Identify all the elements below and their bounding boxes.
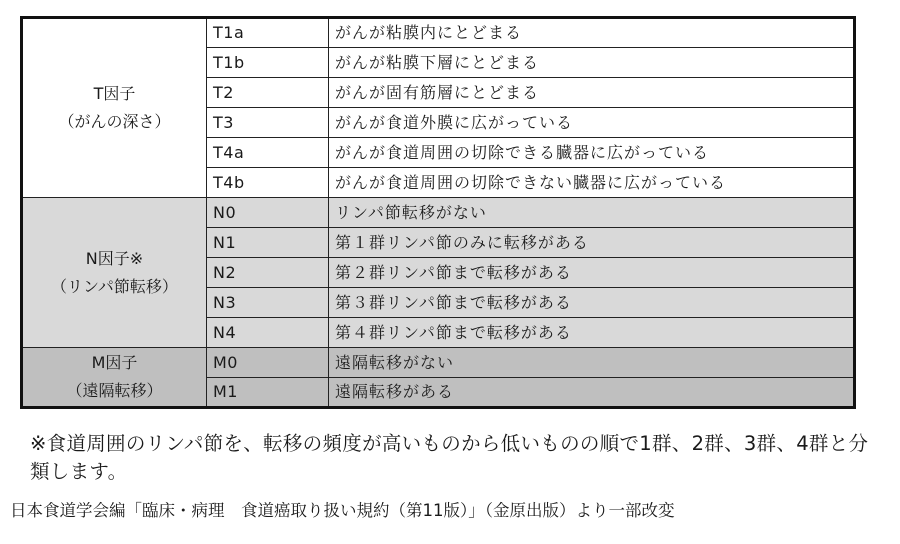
m-factor-cell <box>22 348 207 408</box>
stage-description: リンパ節転移がない <box>329 198 855 228</box>
stage-description: がんが粘膜下層にとどまる <box>329 48 855 78</box>
stage-description: 第２群リンパ節まで転移がある <box>329 258 855 288</box>
stage-description: がんが食道周囲の切除できない臓器に広がっている <box>329 168 855 198</box>
stage-description: 第４群リンパ節まで転移がある <box>329 318 855 348</box>
stage-code: T4b <box>207 168 329 198</box>
source-citation: 日本食道学会編「臨床・病理 食道癌取り扱い規約（第11版）」（金原出版）より一部改変 <box>10 501 675 520</box>
table-row <box>22 198 855 228</box>
stage-description: 第３群リンパ節まで転移がある <box>329 288 855 318</box>
stage-description: がんが固有筋層にとどまる <box>329 78 855 108</box>
footnote: ※食道周囲のリンパ節を、転移の頻度が高いものから低いものの順で1群、2群、3群、4群と分類します。 <box>30 432 869 483</box>
t-factor-subtitle: （がんの深さ） <box>58 112 171 131</box>
stage-code: M1 <box>207 378 329 408</box>
stage-code: T3 <box>207 108 329 138</box>
stage-code: T1b <box>207 48 329 78</box>
stage-code: T2 <box>207 78 329 108</box>
stage-code: N1 <box>207 228 329 258</box>
stage-description: 第１群リンパ節のみに転移がある <box>329 228 855 258</box>
stage-description: がんが粘膜内にとどまる <box>329 18 855 48</box>
table-row <box>22 18 855 48</box>
stage-code: N2 <box>207 258 329 288</box>
n-factor-subtitle: （リンパ節転移） <box>51 276 178 296</box>
stage-description: 遠隔転移がある <box>329 378 855 408</box>
n-factor-label: N因子※ <box>85 248 144 268</box>
t-factor-label: T因子 <box>93 84 136 103</box>
stage-code: N0 <box>207 198 329 228</box>
stage-code: T1a <box>207 18 329 48</box>
stage-description: 遠隔転移がない <box>329 348 855 378</box>
m-factor-subtitle: （遠隔転移） <box>66 381 163 400</box>
stage-code: N4 <box>207 318 329 348</box>
n-factor-cell <box>22 198 207 348</box>
t-factor-cell <box>22 18 207 198</box>
table-row <box>22 348 855 378</box>
stage-code: M0 <box>207 348 329 378</box>
tnm-classification-table <box>20 16 856 409</box>
stage-description: がんが食道周囲の切除できる臓器に広がっている <box>329 138 855 168</box>
stage-description: がんが食道外膜に広がっている <box>329 108 855 138</box>
stage-code: N3 <box>207 288 329 318</box>
m-factor-label: M因子 <box>91 353 138 372</box>
stage-code: T4a <box>207 138 329 168</box>
